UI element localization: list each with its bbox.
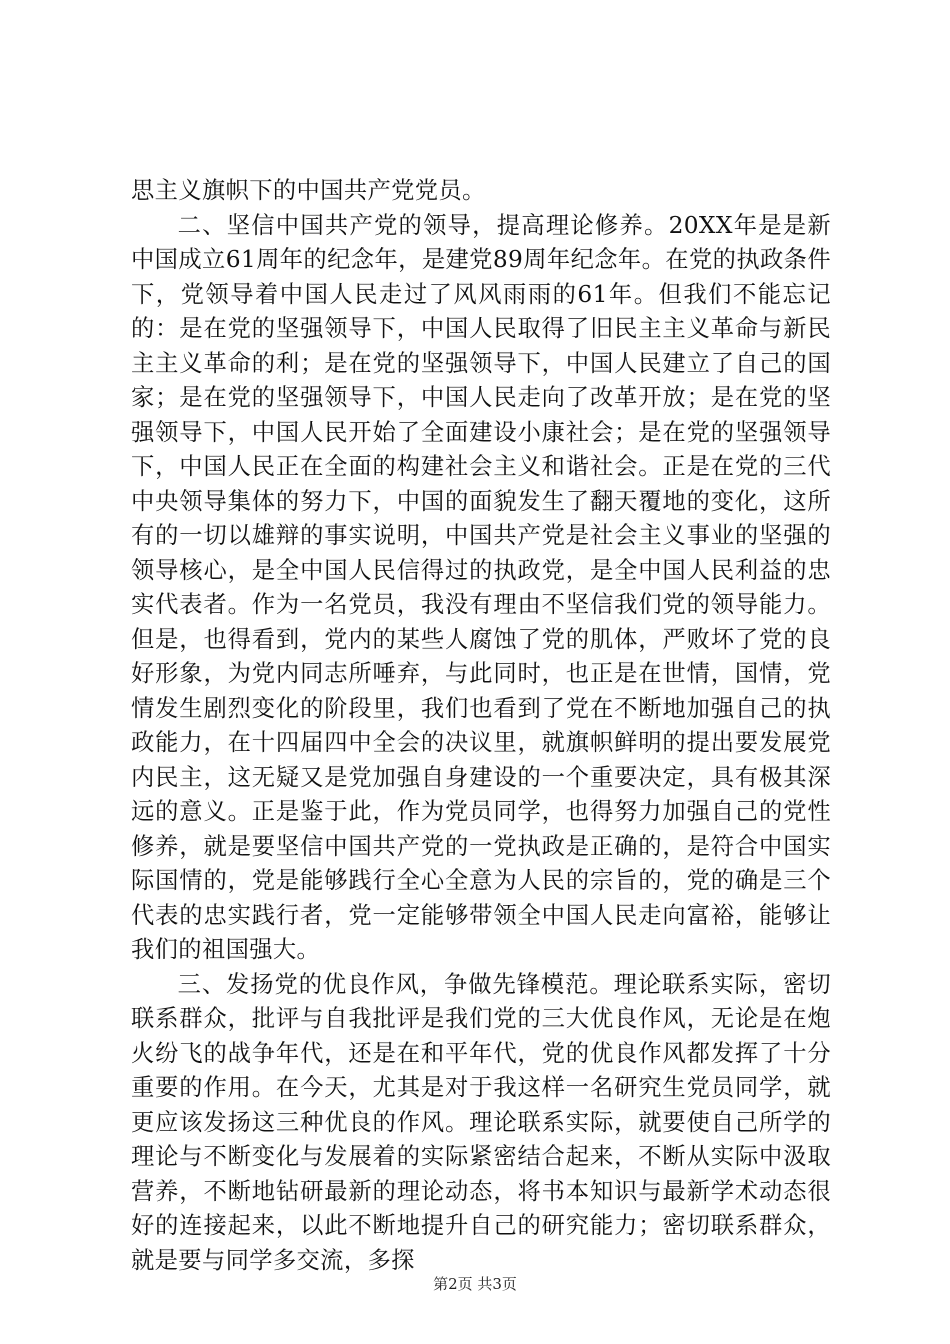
paragraph-continuation: 思主义旗帜下的中国共产党党员。 — [131, 177, 486, 204]
page-number: 第2页 共3页 — [433, 1275, 517, 1293]
page-footer — [0, 1274, 950, 1294]
paragraph-section-three: 三、发扬党的优良作风，争做先锋模范。理论联系实际，密切联系群众，批评与自我批评是我们党的三大优良作风，无论是在炮火纷飞的战争年代，还是在和平年代，党的优良作风都发挥了十分重要的作用。在今天，尤其是对于我这样一名研究生党员同学，就更应该发扬这三种优良的作风。理论联系实际，就要使自己所学的理论与不断变化与发展着的实际紧密结合起来，不断从实际中汲取营养，不断地钻研最新的理论动态，将书本知识与最新学术动态很好的连接起来，以此不断地提升自己的研究能力；密切联系群众，就是要与同学多交流，多探 — [131, 970, 831, 1274]
paragraph-section-two: 二、坚信中国共产党的领导，提高理论修养。20XX年是是新中国成立61周年的纪念年，是建党89周年纪念年。在党的执政条件下，党领导着中国人民走过了风风雨雨的61年。但我们不能忘记的：是在党的坚强领导下，中国人民取得了旧民主主义革命与新民主主义革命的利；是在党的坚强领导下，中国人民建立了自己的国家；是在党的坚强领导下，中国人民走向了改革开放；是在党的坚强领导下，中国人民开始了全面建设小康社会；是在党的坚强领导下，中国人民正在全面的构建社会主义和谐社会。正是在党的三代中央领导集体的努力下，中国的面貌发生了翻天覆地的变化，这所有的一切以雄辩的事实说明，中国共产党是社会主义事业的坚强的领导核心，是全中国人民信得过的执政党，是全中国人民利益的忠实代表者。作为一名党员，我没有理由不坚信我们党的领导能力。但是，也得看到，党内的某些人腐蚀了党的肌体，严败坏了党的良好形象，为党内同志所唾弃，与此同时，也正是在世情，国情，党情发生剧烈变化的阶段里，我们也看到了党在不断地加强自己的执政能力，在十四届四中全会的决议里，就旗帜鲜明的提出要发展党内民主，这无疑又是党加强自身建设的一个重要决定，具有极其深远的意义。正是鉴于此，作为党员同学，也得努力加强自己的党性修养，就是要坚信中国共产党的一党执政是正确的，是符合中国实际国情的，党是能够践行全心全意为人民的宗旨的，党的确是三个代表的忠实践行者，党一定能够带领全中国人民走向富裕，能够让我们的祖国强大。 — [131, 211, 831, 963]
document-body — [131, 174, 831, 1278]
